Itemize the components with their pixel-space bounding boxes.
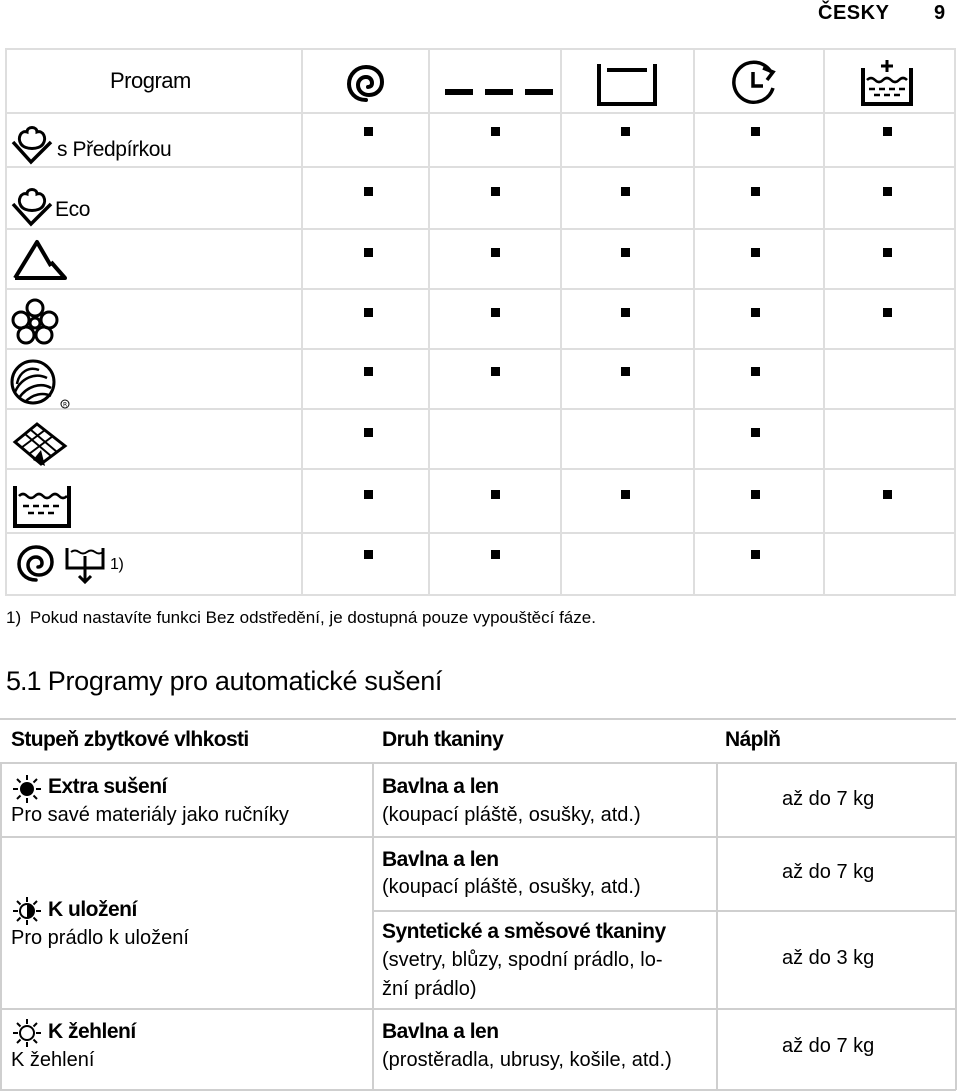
option-available-mark	[751, 428, 760, 437]
footnote-number: 1)	[6, 608, 22, 627]
option-available-mark	[751, 490, 760, 499]
fabric-description: (prostěradla, ubrusy, košile, atd.)	[382, 1049, 672, 1071]
fabric-description: (svetry, blůzy, spodní prádlo, lo-	[382, 949, 663, 971]
option-available-mark	[751, 187, 760, 196]
extra-dry-icon	[12, 774, 42, 804]
option-available-mark	[491, 550, 500, 559]
level-description: Pro prádlo k uložení	[11, 927, 189, 949]
option-available-mark	[364, 428, 373, 437]
section-title: Programy pro automatické sušení	[47, 666, 443, 696]
option-available-mark	[364, 127, 373, 136]
program-column-header: Program	[110, 68, 191, 93]
rinse-icon	[11, 480, 73, 530]
option-available-mark	[364, 308, 373, 317]
fabric-name: Bavlna a len	[382, 1020, 499, 1043]
option-available-mark	[621, 127, 630, 136]
option-available-mark	[751, 248, 760, 257]
option-available-mark	[883, 308, 892, 317]
option-available-mark	[751, 550, 760, 559]
option-available-mark	[751, 367, 760, 376]
option-available-mark	[491, 248, 500, 257]
program-label-prewash: s Předpírkou	[57, 138, 172, 161]
load-value: až do 7 kg	[782, 861, 875, 883]
fabric-name: Bavlna a len	[382, 848, 499, 871]
option-available-mark	[364, 187, 373, 196]
dashes-icon	[443, 86, 555, 98]
time-icon	[727, 58, 785, 108]
option-available-mark	[491, 308, 500, 317]
section-heading	[6, 666, 442, 697]
level-description: K žehlení	[11, 1049, 95, 1071]
option-available-mark	[491, 490, 500, 499]
program-label-eco: Eco	[55, 198, 90, 221]
option-available-mark	[751, 127, 760, 136]
header-moisture-level: Stupeň zbytkové vlhkosti	[11, 728, 249, 751]
wool-icon	[9, 358, 71, 410]
option-available-mark	[621, 248, 630, 257]
fabric-description: (koupací pláště, osušky, atd.)	[382, 876, 641, 898]
drying-programs-table	[0, 718, 956, 1090]
option-available-mark	[751, 308, 760, 317]
option-available-mark	[364, 367, 373, 376]
level-name: K uložení	[48, 898, 137, 921]
option-available-mark	[491, 127, 500, 136]
option-available-mark	[883, 248, 892, 257]
load-value: až do 7 kg	[782, 788, 875, 810]
spin-icon	[13, 542, 59, 586]
header-fabric-type: Druh tkaniny	[382, 728, 504, 751]
section-number: 5.1	[6, 666, 41, 696]
delicates-icon	[11, 298, 59, 346]
option-available-mark	[621, 187, 630, 196]
fabric-description: (koupací pláště, osušky, atd.)	[382, 804, 641, 826]
page-number: 9	[934, 2, 946, 24]
option-available-mark	[621, 308, 630, 317]
cupboard-dry-icon	[12, 896, 42, 926]
option-available-mark	[491, 187, 500, 196]
option-available-mark	[621, 367, 630, 376]
cotton-icon	[9, 122, 55, 166]
option-available-mark	[883, 127, 892, 136]
footnote-text: Pokud nastavíte funkci Bez odstředění, je dostupná pouze vypouštěcí fáze.	[29, 608, 596, 627]
cotton-icon	[9, 184, 55, 228]
fabric-name: Bavlna a len	[382, 775, 499, 798]
option-available-mark	[364, 248, 373, 257]
level-name: Extra sušení	[48, 775, 167, 798]
synthetics-icon	[11, 238, 67, 284]
option-available-mark	[491, 367, 500, 376]
svg-text:R: R	[63, 401, 68, 409]
footnote	[6, 608, 596, 628]
header-load: Náplň	[725, 728, 781, 751]
option-available-mark	[364, 490, 373, 499]
tub-icon	[595, 60, 659, 108]
option-available-mark	[883, 490, 892, 499]
level-description: Pro savé materiály jako ručníky	[11, 804, 289, 826]
load-value: až do 3 kg	[782, 947, 875, 969]
fabric-description-continued: žní prádlo)	[382, 978, 477, 1000]
level-name: K žehlení	[48, 1020, 136, 1043]
iron-dry-icon	[12, 1018, 42, 1048]
language-label: ČESKY	[818, 2, 890, 24]
option-available-mark	[883, 187, 892, 196]
load-value: až do 7 kg	[782, 1035, 875, 1057]
fabric-name: Syntetické a směsové tkaniny	[382, 920, 666, 943]
extra-rinse-icon	[855, 58, 917, 110]
option-available-mark	[364, 550, 373, 559]
option-available-mark	[621, 490, 630, 499]
drain-icon	[63, 542, 107, 586]
program-options-table	[5, 48, 956, 594]
footnote-reference: 1)	[110, 556, 124, 573]
spin-icon	[343, 62, 389, 106]
handwash-icon	[11, 420, 69, 468]
